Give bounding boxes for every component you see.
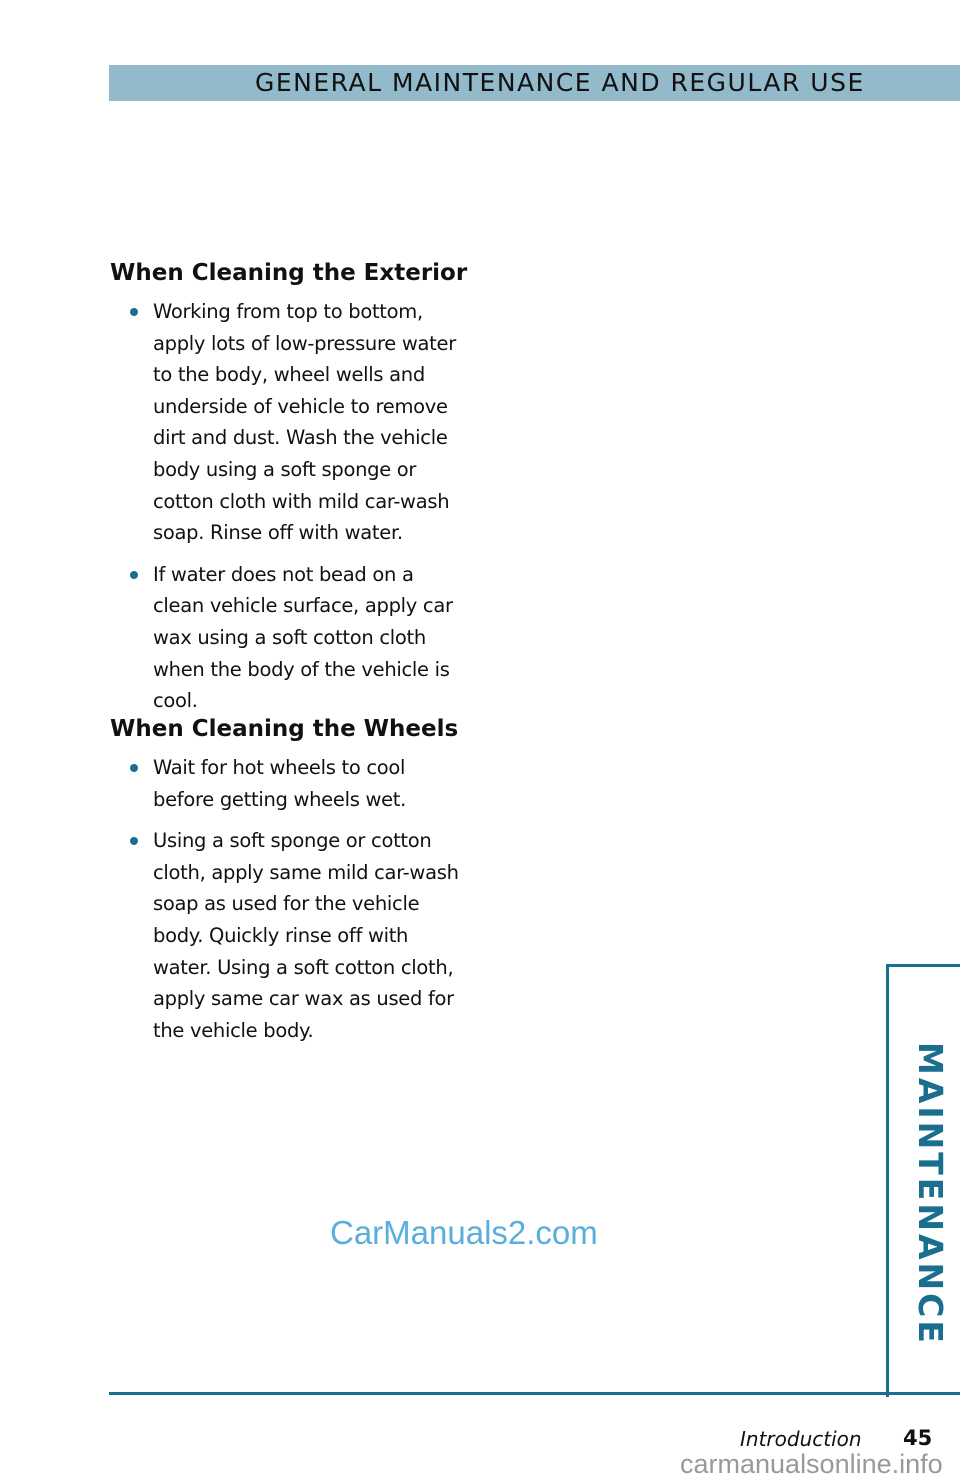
page-number: 45 [903,1426,933,1450]
bullet-icon [130,571,138,579]
watermark: CarManuals2.com [330,1214,598,1251]
list-item: Working from top to bottom, apply lots of low-pressure water to the body, wheel wells and underside of vehicle to remove dirt and dust. Wash the vehicle body using a soft sponge or cotton cloth with mild car-wash soap. Rinse off with water. [130,296,460,549]
bullet-icon [130,837,138,845]
footer-rule [109,1392,960,1395]
heading-wheels: When Cleaning the Wheels [110,716,459,742]
watermark-bottom: carmanualsonline.info [680,1449,943,1479]
footer-section: Introduction [740,1427,862,1451]
section-banner [109,65,960,101]
banner-title: GENERAL MAINTENANCE AND REGULAR USE [255,68,865,97]
list-item: Wait for hot wheels to cool before getting wheels wet. [130,752,460,815]
bullet-icon [130,764,138,772]
wheels-list [130,752,460,1056]
heading-exterior: When Cleaning the Exterior [110,260,468,286]
list-item: If water does not bead on a clean vehicle surface, apply car wax using a soft cotton cloth when the body of the vehicle is cool. [130,559,460,717]
list-item: Using a soft sponge or cotton cloth, apply same mild car-wash soap as used for the vehicle body. Quickly rinse off with water. Using a soft cotton cloth, apply same car wax as used for the vehicle body. [130,825,460,1046]
exterior-list [130,296,460,727]
side-tab-label: MAINTENANCE [911,1042,950,1346]
bullet-icon [130,308,138,316]
side-tab [886,964,960,1397]
